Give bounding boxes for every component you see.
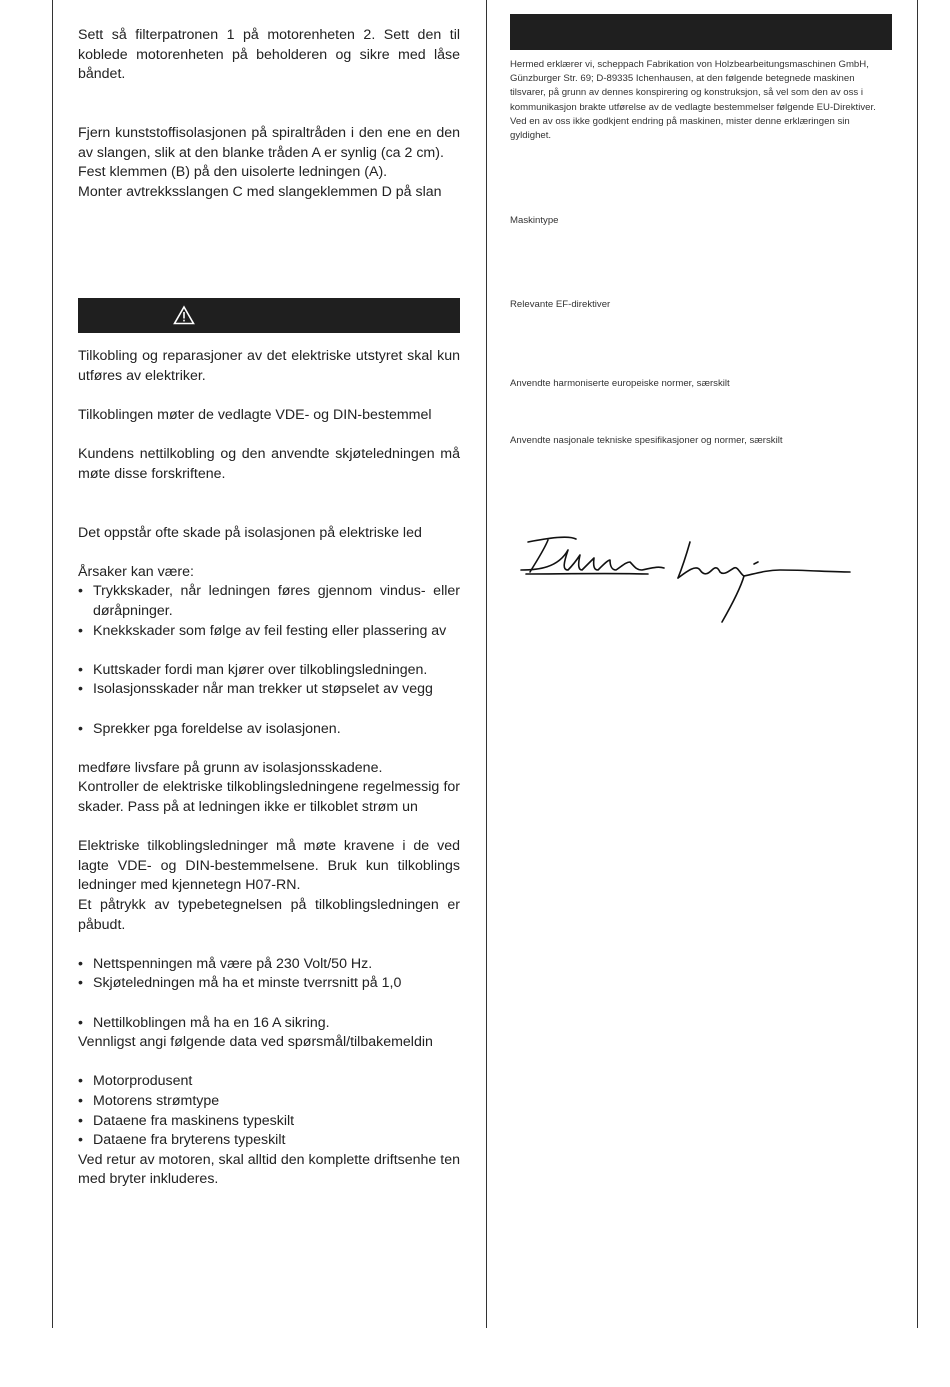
contact-intro: Vennligst angi følgende data ved spørsmål/tilbakemeldin xyxy=(78,1034,433,1051)
cause-item: • Trykkskader, når ledningen føres gjennom vindus- eller døråpninger. xyxy=(78,582,460,621)
hose-instruction-3: Monter avtrekksslangen C med slangeklemmen D på slan xyxy=(78,183,442,200)
center-divider-line xyxy=(486,0,487,1328)
harmonised-norms-label: Anvendte harmoniserte europeiske normer, særskilt xyxy=(510,378,730,389)
directives-label: Relevante EF-direktiver xyxy=(510,299,611,310)
declaration-text xyxy=(510,58,892,143)
contact-item: • Motorprodusent xyxy=(78,1072,460,1092)
cause-item: • Kuttskader fordi man kjører over tilkoblingsledningen. xyxy=(78,661,460,681)
declaration-header-bar xyxy=(510,14,892,50)
machine-type-label: Maskintype xyxy=(510,215,559,226)
vde-din-text: Tilkoblingen møter de vedlagte VDE- og DIN-bestemmel xyxy=(78,407,432,424)
power-item: • Nettspenningen må være på 230 Volt/50 Hz. xyxy=(78,955,460,975)
cable-requirements-text: Elektriske tilkoblingsledninger må møte kravene i de ved lagte VDE- og DIN-bestemmelsene. Bruk kun tilkoblings ledninger med kjennetegn H07-RN. xyxy=(78,838,460,894)
contact-item: • Motorens strømtype xyxy=(78,1092,460,1112)
right-margin-line xyxy=(917,0,918,1328)
cause-item: • Isolasjonsskader når man trekker ut støpselet av vegg xyxy=(78,680,460,700)
power-item: • Skjøteledningen må ha et minste tverrsnitt på 1,0 xyxy=(78,974,460,994)
causes-heading: Årsaker kan være: xyxy=(78,563,194,580)
hose-instruction-1: Fjern kunststoffisolasjonen på spiraltråden i den ene en den av slangen, slik at den blanke tråden A er synlig (ca 2 cm). xyxy=(78,124,460,161)
filter-instruction: Sett så filterpatronen 1 på motorenheten 2. Sett den til koblede motorenheten på beholderen og sikre med låse båndet. xyxy=(78,27,460,83)
cause-item: • Sprekker pga foreldelse av isolasjonen. xyxy=(78,720,460,740)
closing-text: Ved retur av motoren, skal alltid den komplette driftsenhe ten med bryter inkluderes. xyxy=(78,1151,460,1188)
left-margin-line xyxy=(52,0,53,1328)
power-item: • Nettilkoblingen må ha en 16 A sikring. xyxy=(78,1014,460,1034)
warning-header-bar xyxy=(78,298,460,333)
type-marking-text: Et påtrykk av typebetegnelsen på tilkoblingsledningen er påbudt. xyxy=(78,896,460,933)
national-specs-label: Anvendte nasjonale tekniske spesifikasjoner og normer, særskilt xyxy=(510,435,783,446)
inspection-text: Kontroller de elektriske tilkoblingsledningene regelmessig for skader. Pass på at ledningen ikke er tilkoblet strøm un xyxy=(78,779,460,815)
electrician-text: Tilkobling og reparasjoner av det elektriske utstyret skal kun utføres av elektriker. xyxy=(78,348,460,384)
validity-paragraph: Ved en av oss ikke godkjent endring på maskinen, mister denne erklæringen sin gyldighet. xyxy=(510,115,850,142)
danger-text: medføre livsfare på grunn av isolasjonsskadene. xyxy=(78,759,383,776)
hose-instruction-2: Fest klemmen (B) på den uisolerte ledningen (A). xyxy=(78,164,388,181)
left-column xyxy=(78,26,460,1190)
customer-connection-text: Kundens nettilkobling og den anvendte skjøteledningen må møte disse forskriftene. xyxy=(78,446,460,482)
cause-item: • Knekkskader som følge av feil festing eller plassering av xyxy=(78,622,460,642)
warning-triangle-icon xyxy=(173,305,195,325)
signature xyxy=(518,530,858,630)
insulation-damage-text: Det oppstår ofte skade på isolasjonen på elektriske led xyxy=(78,524,422,541)
right-column xyxy=(510,14,892,446)
declaration-paragraph: Hermed erklærer vi, scheppach Fabrikation von Holzbearbeitungsmaschinen GmbH, Günzburger Str. 69; D-89335 Ichenhausen, at den følgende betegnede maskinen tilsvarer, på grunn av dennes konspirering og konstruksjon, så vel som den av oss i kommunikasjon brakte utførelse av de vedlagte bestemmelser følgende EU-Direktiver. xyxy=(510,59,876,113)
contact-item: • Dataene fra maskinens typeskilt xyxy=(78,1112,460,1132)
contact-item: • Dataene fra bryterens typeskilt xyxy=(78,1131,460,1151)
